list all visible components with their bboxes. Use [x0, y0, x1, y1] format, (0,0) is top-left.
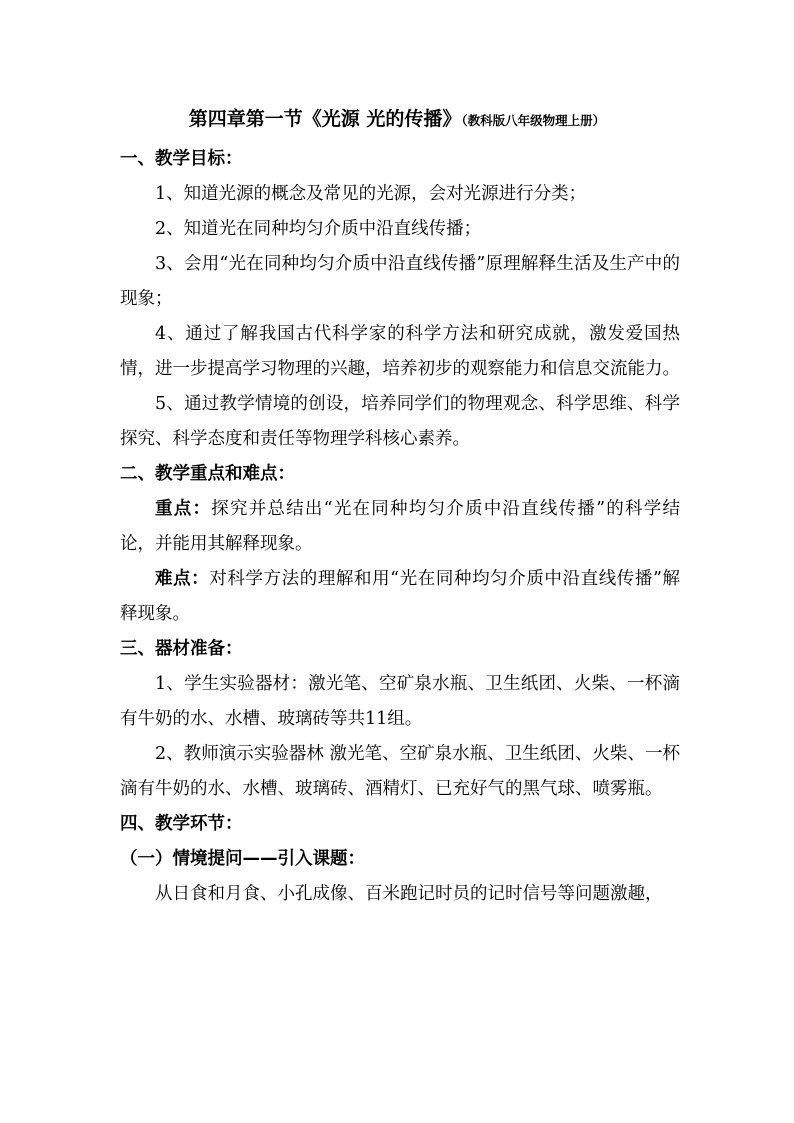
subsection-heading-intro: （一）情境提问——引入课题：	[120, 849, 365, 869]
materials-item-1: 1、学生实验器材：激光笔、空矿泉水瓶、卫生纸团、火柴、一杯滴有牛奶的水、水槽、玻璃砖等共11组。	[120, 674, 680, 729]
objective-item-4: 4、通过了解我国古代科学家的科学方法和研究成就，激发爱国热情，进一步提高学习物理的兴趣，培养初步的观察能力和信息交流能力。	[120, 324, 680, 379]
section-heading-key-points: 二、教学重点和难点：	[120, 464, 295, 484]
materials-item-2: 2、教师演示实验器林 激光笔、空矿泉水瓶、卫生纸团、火柴、一杯滴有牛奶的水、水槽、玻璃砖、酒精灯、已充好气的黑气球、喷雾瓶。	[120, 744, 680, 799]
difficulty-label: 难点：	[155, 569, 210, 589]
document-title	[0, 104, 794, 131]
key-point-label: 重点：	[155, 499, 212, 519]
key-point-text: 探究并总结出“光在同种均匀介质中沿直线传播”的科学结论，并能用其解释现象。	[120, 499, 680, 554]
objective-item-2: 2、知道光在同种均匀介质中沿直线传播；	[155, 219, 482, 239]
intro-paragraph: 从日食和月食、小孔成像、百米跑记时员的记时信号等问题激趣，	[155, 884, 663, 904]
section-heading-teaching-steps: 四、教学环节：	[120, 814, 243, 834]
title-subtitle: （教科版八年级物理上册）	[461, 113, 606, 128]
document-body	[120, 142, 680, 912]
title-main: 第四章第一节《光源 光的传播》	[188, 108, 462, 130]
section-heading-objectives: 一、教学目标：	[120, 149, 243, 169]
difficulty-text: 对科学方法的理解和用“光在同种均匀介质中沿直线传播”解释现象。	[120, 569, 680, 624]
key-point-paragraph	[120, 492, 680, 562]
objective-item-3: 3、会用“光在同种均匀介质中沿直线传播”原理解释生活及生产中的现象；	[120, 254, 680, 309]
objective-item-5: 5、通过教学情境的创设，培养同学们的物理观念、科学思维、科学探究、科学态度和责任等物理学科核心素养。	[120, 394, 680, 449]
difficulty-paragraph	[120, 562, 680, 632]
section-heading-materials: 三、器材准备：	[120, 639, 243, 659]
objective-item-1: 1、知道光源的概念及常见的光源，会对光源进行分类；	[155, 184, 587, 204]
